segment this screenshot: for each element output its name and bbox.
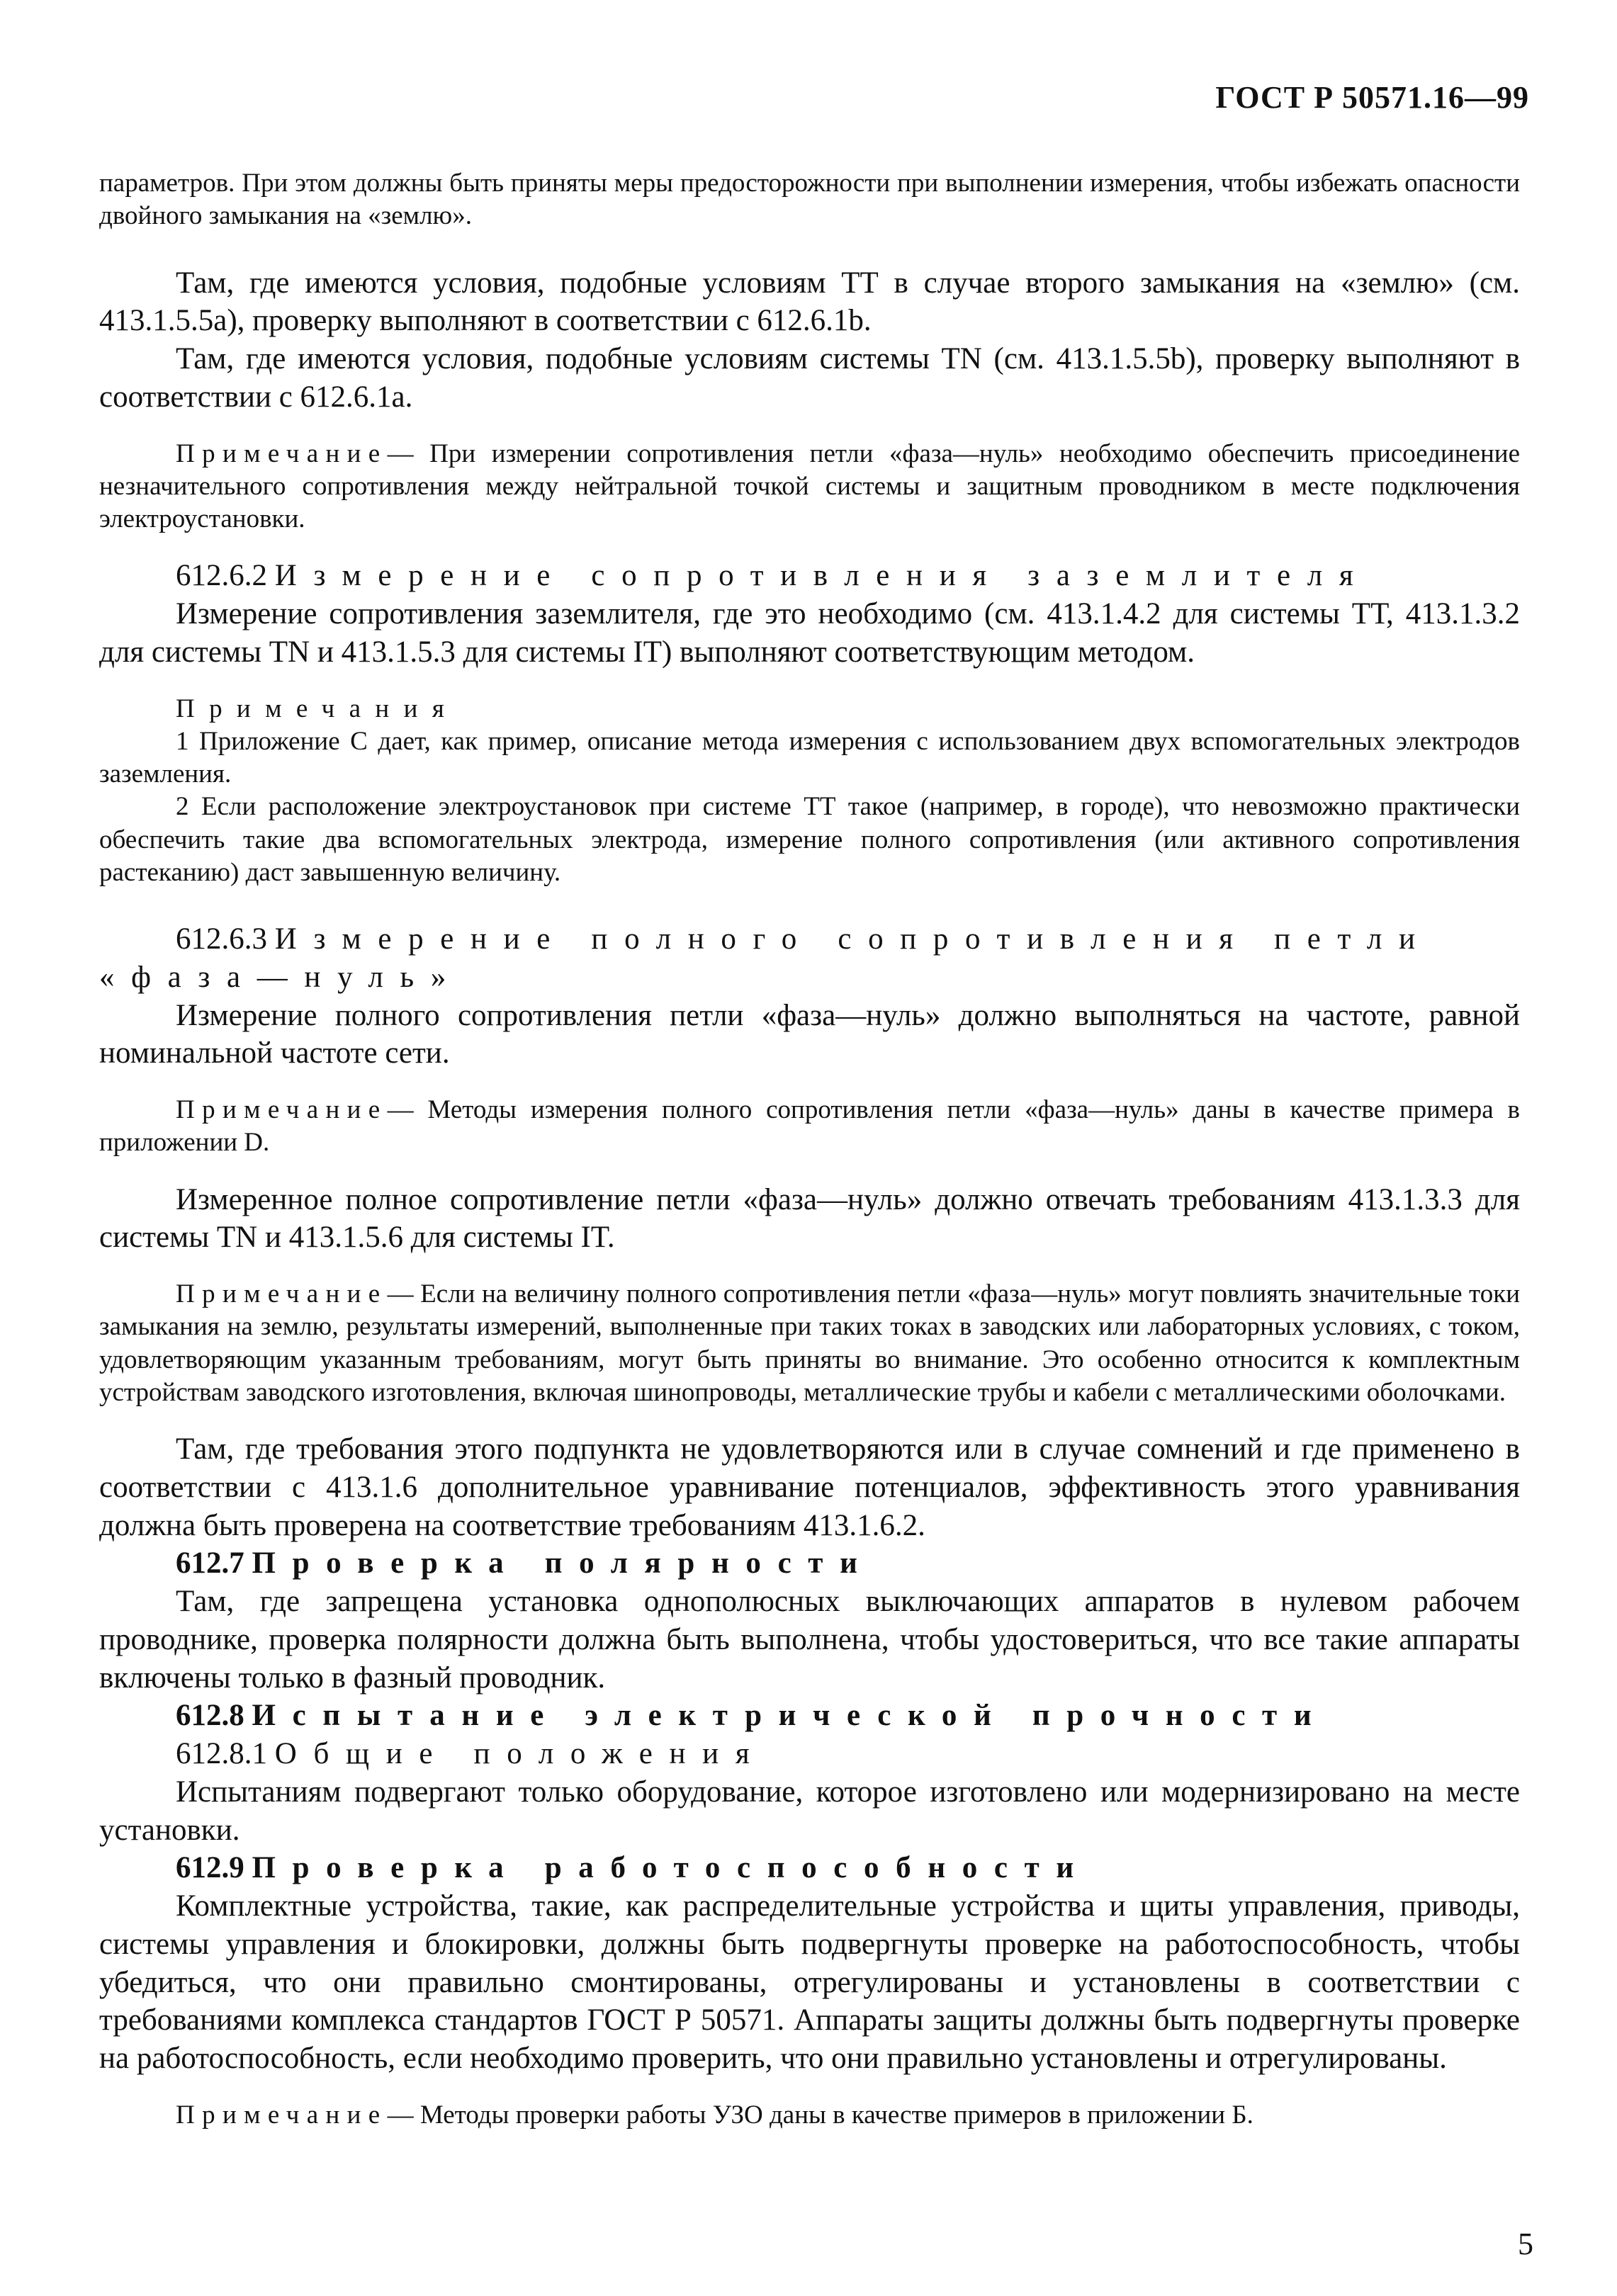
section-number: 612.6.3 xyxy=(176,922,267,956)
section-heading-612-6-3 xyxy=(99,920,1520,997)
section-heading-612-8 xyxy=(99,1697,1520,1735)
paragraph-dielectric-test: Испытаниям подвергают только оборудование, которое изготовлено или модернизировано на месте установки. xyxy=(99,1775,1520,1847)
section-number: 612.8 xyxy=(176,1699,244,1733)
paragraph-functional-test: Комплектные устройства, такие, как распределительные устройства и щиты управления, приводы, системы управления и блокировки, должны быть подвергнуты проверке на работоспособность, чтобы убедиться, что они правильно смонтированы, отрегулированы и установлены в соответствии с требованиями комплекса стандартов ГОСТ Р 50571. Аппараты защиты должны быть подвергнуты проверке на работоспособность, если необходимо проверить, что они правильно установлены и отрегулированы. xyxy=(99,1889,1520,2075)
paragraph-loop-impedance-frequency: Измерение полного сопротивления петли «фаза—нуль» должно выполняться на частоте, равной номинальной частоте сети. xyxy=(99,998,1520,1070)
section-number: 612.6.2 xyxy=(176,559,267,593)
page-number: 5 xyxy=(1518,2227,1533,2261)
paragraph-equipotential-bonding: Там, где требования этого подпункта не удовлетворяются или в случае сомнений и где применено в соответствии с 413.1.6 дополнительное уравнивание потенциалов, эффективность этого уравнивания должна быть проверена на соответствие требованиям 413.1.6.2. xyxy=(99,1432,1520,1542)
note-loop-resistance xyxy=(99,438,1520,536)
paragraph-polarity: Там, где запрещена установка однополюсных выключающих аппаратов в нулевом рабочем проводнике, проверка полярности должна быть выполнена, чтобы удостовериться, что все такие аппараты включены только в фазный проводник. xyxy=(99,1585,1520,1695)
section-title: Проверка полярности xyxy=(252,1546,874,1580)
note-earth-fault-currents xyxy=(99,1278,1520,1409)
section-number: 612.7 xyxy=(176,1546,244,1580)
note-label: Примечание xyxy=(176,1279,388,1308)
section-heading-612-9 xyxy=(99,1849,1520,1887)
note-rcd-methods xyxy=(99,2099,1520,2132)
section-title: Испытание электрической прочности xyxy=(252,1699,1329,1733)
section-number: 612.9 xyxy=(176,1851,244,1885)
section-heading-612-6-2 xyxy=(99,557,1520,595)
section-heading-612-8-1 xyxy=(99,1735,1520,1773)
document-body xyxy=(99,167,1520,2132)
continuation-paragraph: параметров. При этом должны быть приняты меры предосторожности при выполнении измерения, чтобы избежать опасности двойного замыкания на «землю». xyxy=(99,169,1520,231)
section-title: Измерение сопротивления заземлителя xyxy=(274,559,1370,593)
note-label: Примечание xyxy=(176,439,388,468)
note-item-2: 2 Если расположение электроустановок при системе ТТ такое (например, в городе), что невозможно практически обеспечить такие два вспомогательных электрода, измерение полного сопротивления (или активного сопротивления растеканию) даст завышенную величину. xyxy=(99,792,1520,887)
note-label: Примечание xyxy=(176,2100,388,2130)
note-text: — Если на величину полного сопротивления петли «фаза—нуль» могут повлиять значительные токи замыкания на землю, результаты измерений, выполненные при таких токах в заводских или лабораторных условиях, с током, удовлетворяющим указанным требованиям, могут быть приняты во внимание. Это особенно относится к комплектным устройствам заводского изготовления, включая шинопроводы, металлические трубы и кабели с металлическими оболочками. xyxy=(99,1279,1520,1407)
section-title: Проверка работоспособности xyxy=(252,1851,1091,1885)
note-loop-methods xyxy=(99,1094,1520,1160)
section-heading-612-7 xyxy=(99,1544,1520,1583)
paragraph-measured-impedance: Измеренное полное сопротивление петли «фаза—нуль» должно отвечать требованиям 413.1.3.3 для системы TN и 413.1.5.6 для системы IT. xyxy=(99,1182,1520,1255)
note-text: — При измерении сопротивления петли «фаза—нуль» необходимо обеспечить присоединение незначительного сопротивления между нейтральной точкой системы и защитным проводником в месте подключения электроустановки. xyxy=(99,439,1520,533)
note-text: — Методы измерения полного сопротивления петли «фаза—нуль» даны в качестве примера в приложении D. xyxy=(99,1095,1520,1158)
notes-heading xyxy=(99,693,1520,725)
paragraph-tt-conditions: Там, где имеются условия, подобные условиям ТТ в случае второго замыкания на «землю» (см. 413.1.5.5а), проверку выполняют в соответствии с 612.6.1b. xyxy=(99,266,1520,338)
note-label: Примечание xyxy=(176,1095,388,1124)
section-title: Измерение полного сопротивления петли «фаза—нуль» xyxy=(99,922,1432,994)
section-number: 612.8.1 xyxy=(176,1737,267,1770)
document-code-header: ГОСТ Р 50571.16—99 xyxy=(1215,80,1529,115)
section-title: Общие положения xyxy=(274,1737,767,1770)
notes-label: Примечания xyxy=(176,694,459,723)
paragraph-tn-conditions: Там, где имеются условия, подобные условиям системы TN (см. 413.1.5.5b), проверку выполняют в соответствии с 612.6.1а. xyxy=(99,342,1520,414)
note-item-1: 1 Приложение С дает, как пример, описание метода измерения с использованием двух вспомогательных электродов заземления. xyxy=(99,726,1520,788)
paragraph-earth-electrode: Измерение сопротивления заземлителя, где это необходимо (см. 413.1.4.2 для системы ТТ, 413.1.3.2 для системы TN и 413.1.5.3 для системы IT) выполняют соответствующим методом. xyxy=(99,597,1520,669)
note-text: — Методы проверки работы УЗО даны в качестве примеров в приложении Б. xyxy=(387,2100,1253,2130)
